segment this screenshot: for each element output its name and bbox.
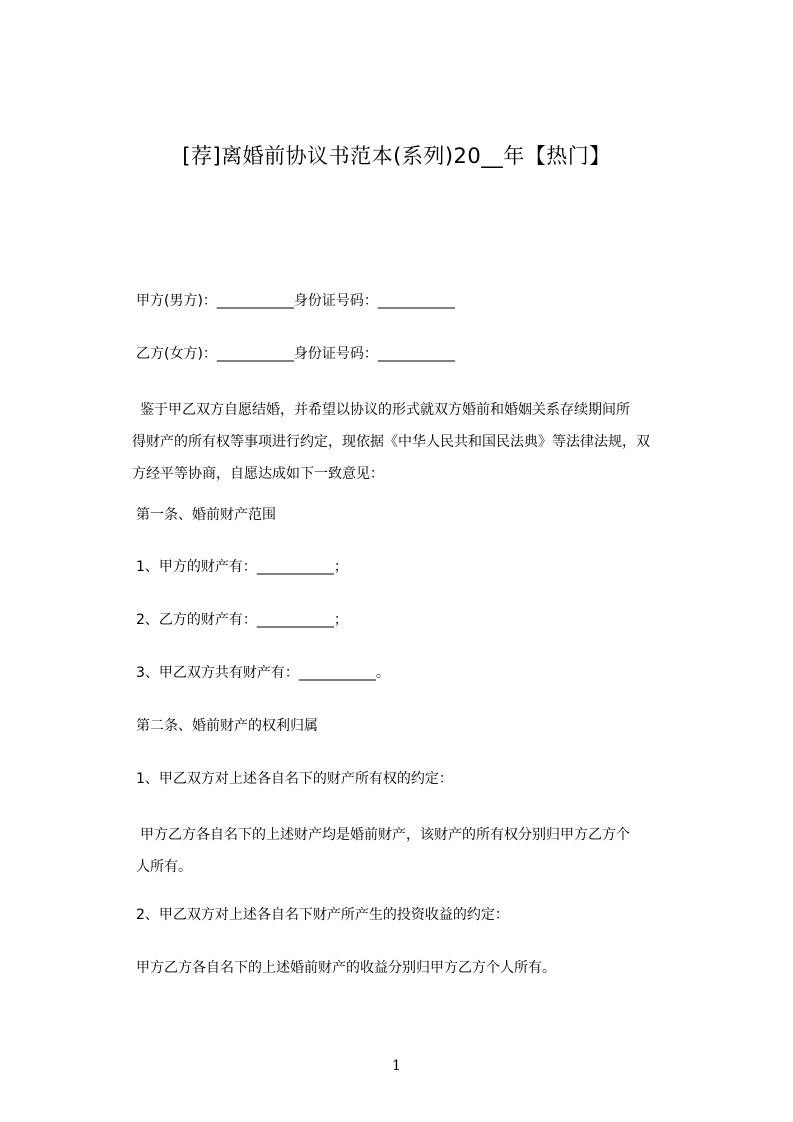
article-1-heading: 第一条、婚前财产范围 bbox=[136, 507, 276, 523]
preamble-paragraph bbox=[132, 394, 712, 490]
article-2-item-1-body-line-1: 甲方乙方各自名下的上述财产均是婚前财产，该财产的所有权分别归甲方乙方个 bbox=[140, 827, 630, 843]
article-2-item-1-body bbox=[136, 819, 712, 883]
preamble-line-2: 得财产的所有权等事项进行约定，现依据《中华人民共和国民法典》等法律法规，双 bbox=[132, 434, 650, 450]
article-2-heading: 第二条、婚前财产的权利归属 bbox=[136, 718, 318, 734]
article-2-item-2-body: 甲方乙方各自名下的上述婚前财产的收益分别归甲方乙方个人所有。 bbox=[136, 960, 556, 976]
article-1-item-1: 1、甲方的财产有：___________； bbox=[136, 559, 348, 575]
article-1-item-3: 3、甲乙双方共有财产有：___________。 bbox=[136, 665, 390, 681]
preamble-line-3: 方经平等协商，自愿达成如下一致意见： bbox=[132, 466, 384, 482]
document-title: [荐]离婚前协议书范本(系列)20__年【热门】 bbox=[182, 144, 611, 168]
article-2-item-2: 2、甲乙双方对上述各自名下财产所产生的投资收益的约定： bbox=[136, 907, 509, 923]
article-1-item-2: 2、乙方的财产有：___________； bbox=[136, 612, 348, 628]
article-2-item-1-body-line-2: 人所有。 bbox=[136, 859, 192, 875]
party-a-line: 甲方(男方)：___________身份证号码：___________ bbox=[136, 293, 455, 309]
article-2-item-1: 1、甲乙双方对上述各自名下的财产所有权的约定： bbox=[136, 771, 453, 787]
preamble-line-1: 鉴于甲乙双方自愿结婚，并希望以协议的形式就双方婚前和婚姻关系存续期间所 bbox=[140, 402, 630, 418]
party-b-line: 乙方(女方)：___________身份证号码：___________ bbox=[136, 346, 455, 362]
page-number: 1 bbox=[392, 1058, 401, 1074]
